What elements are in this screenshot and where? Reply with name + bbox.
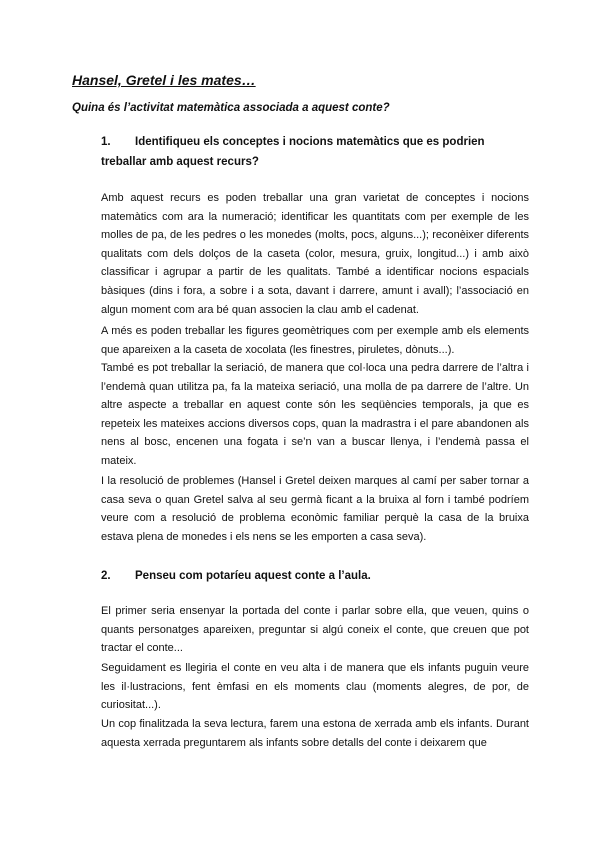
section-2-heading-text: Penseu com potaríeu aquest conte a l’aula. [135, 570, 371, 582]
section-2-number: 2. [101, 570, 111, 582]
section-1-paragraph-1: Amb aquest recurs es poden treballar una gran varietat de conceptes i nocions matemàtics com ara la numeració; identificar les quantitats com per exemple de les molles de pa, de les pedres o les monedes (molts, pocs, alguns...); reconèixer diferents qualitats com dels dolços de la caseta (color, mesura, gruix, longitud...) i amb això classificar i agrupar a partir de les qualitats. També a identificar nocions espacials bàsiques (dins i fora, a sobre i a sota, davant i darrere, amunt i avall); l’associació en algun moment com ara bé quan associen la clau amb el cadenat. [101, 192, 529, 316]
section-2-paragraph-3: Un cop finalitzada la seva lectura, farem una estona de xerrada amb els infants. Durant aquesta xerrada preguntarem als infants sobre detalls del conte i deixarem que [101, 718, 529, 749]
section-1-paragraph-3: També es pot treballar la seriació, de manera que col·loca una pedra darrere de l’altra i l’endemà quan utilitza pa, fa la mateixa seriació, una molla de pa darrere de l’altre. Un altre aspecte a treballar en aquest conte són les seqüències temporals, ja que es repeteix les mateixes accions diversos cops, quan la madrastra i el pare abandonen als nens al bosc, encenen una fogata i se’n van a buscar llenya, i l’endemà passa el mateix. [101, 362, 529, 467]
section-1-paragraph-4: I la resolució de problemes (Hansel i Gretel deixen marques al camí per saber tornar a casa seva o quan Gretel salva al seu germà ficant a la bruixa al forn i també podríem veure com a resolució de problema econòmic familiar perquè la casa de la bruixa estava plena de monedes i els nens se les emporten a casa seva). [101, 475, 529, 543]
section-1-number: 1. [101, 136, 111, 148]
document-title: Hansel, Gretel i les mates… [72, 72, 256, 88]
section-2-heading [101, 566, 529, 586]
section-1-paragraph-2: A més es poden treballar les figures geomètriques com per exemple amb els elements que apareixen a la caseta de xocolata (les finestres, piruletes, dònuts...). [101, 325, 529, 356]
section-1-heading [101, 132, 529, 172]
section-1-heading-text: Identifiqueu els conceptes i nocions matemàtics que es podrien treballar amb aquest recurs? [101, 136, 485, 168]
section-2-paragraph-2: Seguidament es llegiria el conte en veu alta i de manera que els infants puguin veure les il·lustracions, fent èmfasi en els moments clau (moments alegres, de por, de curiositat...). [101, 662, 529, 712]
section-2-paragraph-1: El primer seria ensenyar la portada del conte i parlar sobre ella, que veuen, quins o quants personatges apareixen, preguntar si algú coneix el conte, que creuen que pot tractar el conte... [101, 605, 529, 655]
document-subtitle: Quina és l’activitat matemàtica associada a aquest conte? [72, 102, 390, 114]
